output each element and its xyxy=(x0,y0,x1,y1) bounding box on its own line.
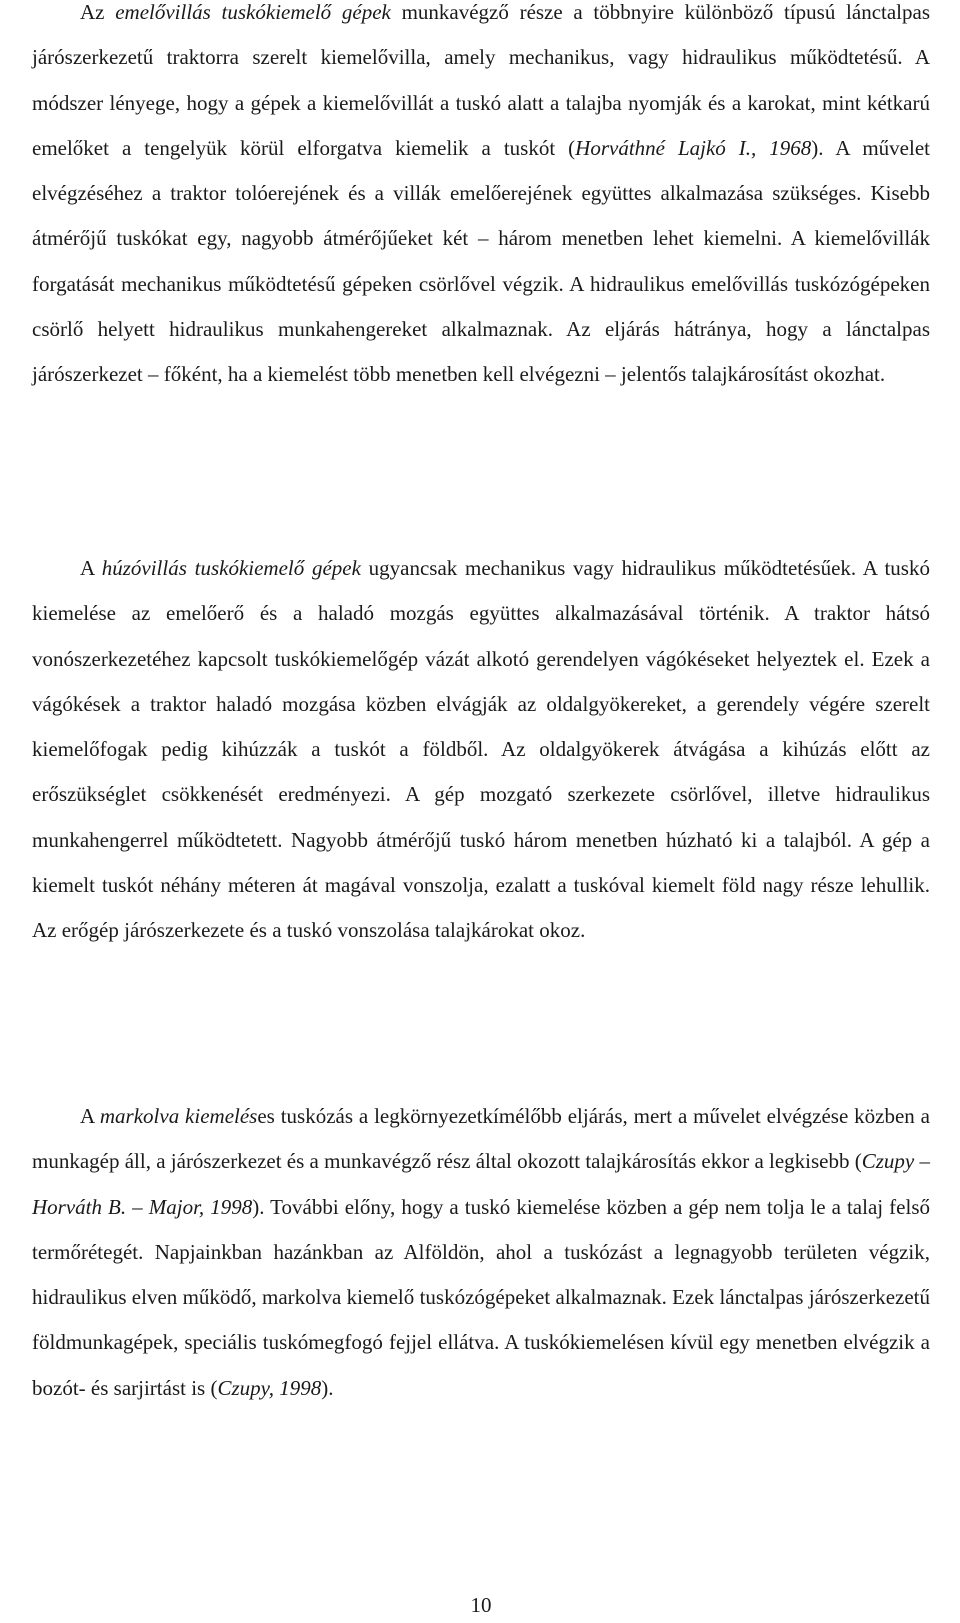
text-segment: ). xyxy=(321,1375,334,1400)
citation-czupy-horvath-major: Czupy – Horváth B. – Major, 1998 xyxy=(32,1149,930,1219)
term-huzovillas: húzóvillás tuskókiemelő gépek xyxy=(101,556,361,580)
text-segment: ). A művelet elvégzéséhez a traktor tolóerejének és a villák emelőerejének együttes alkalmazása szükséges. Kisebb átmérőjű tuskókat egy, nagyobb átmérőjűeket két – három menetben lehet kiemelni. A kiemelővillák forgatását mechanikus működtetésű gépeken csörlővel végzik. A hidraulikus emelővillás tuskózógépeken csörlő helyett hidraulikus munkahengereket alkalmaznak. Az eljárás hátránya, hogy a lánctalpas járószerkezet – főként, ha a kiemelést több menetben kell elvégezni – jelentős talajkárosítást okozhat. xyxy=(32,135,930,387)
paragraph-huzovillas xyxy=(32,546,930,954)
page-number: 10 xyxy=(470,1593,492,1617)
paragraph-markolva xyxy=(32,1094,930,1411)
text-segment: ugyancsak mechanikus vagy hidraulikus működtetésűek. A tuskó kiemelése az emelőerő és a haladó mozgás együttes alkalmazásával történik. A traktor hátsó vonószerkezetéhez kapcsolt tuskókiemelőgép vázát alkotó gerendelyen vágókéseket helyeztek el. Ezek a vágókések a traktor haladó mozgása közben elvágják az oldalgyökereket, a gerendely végére szerelt kiemelőfogak pedig kihúzzák a tuskót a földből. Az oldalgyökerek átvágása a kihúzás előtt az erőszükséglet csökkenését eredményezi. A gép mozgató szerkezete csörlővel, illetve hidraulikus munkahengerrel működtetett. Nagyobb átmérőjű tuskó három menetben húzható ki a talajból. A gép a kiemelt tuskót néhány méteren át magával vonszolja, ezalatt a tuskóval kiemelt föld nagy része lehullik. Az erőgép járószerkezete és a tuskó vonszolása talajkárokat okoz. xyxy=(32,556,930,943)
paragraph-emelovillas xyxy=(32,0,930,398)
text-segment: Az xyxy=(80,0,116,24)
text-segment: munkavégző része a többnyire különböző típusú lánctalpas járószerkezetű traktorra szerelt kiemelővilla, amely mechanikus, vagy hidraulikus működtetésű. A módszer lényege, hogy a gépek a kiemelővillát a tuskó alatt a talajba nyomják és a karokat, mint kétkarú emelőket a tengelyük körül elforgatva kiemelik a tuskót ( xyxy=(32,0,930,160)
text-segment: es tuskózás a legkörnyezetkímélőbb eljárás, mert a művelet elvégzése közben a munkagép áll, a járószerkezet és a munkavégző rész által okozott talajkárosítás ekkor a legkisebb ( xyxy=(32,1104,930,1174)
term-emelovillas: emelővillás tuskókiemelő gépek xyxy=(115,0,391,24)
term-markolva: markolva kiemelés xyxy=(99,1104,258,1128)
text-segment: A xyxy=(80,556,102,580)
text-segment: A xyxy=(80,1104,100,1128)
text-segment: ). További előny, hogy a tuskó kiemelése közben a gép nem tolja le a talaj felső termőrétegét. Napjainkban hazánkban az Alföldön, ahol a tuskózást a legnagyobb területen végzik, hidraulikus elven működő, markolva kiemelő tuskózógépeket alkalmaznak. Ezek lánctalpas járószerkezetű földmunkagépek, speciális tuskómegfogó fejjel ellátva. A tuskókiemelésen kívül egy menetben elvégzik a bozót- és sarjirtást is ( xyxy=(32,1194,930,1400)
citation-horvathne: Horváthné Lajkó I., 1968 xyxy=(575,135,812,160)
citation-czupy: Czupy, 1998 xyxy=(217,1375,322,1400)
